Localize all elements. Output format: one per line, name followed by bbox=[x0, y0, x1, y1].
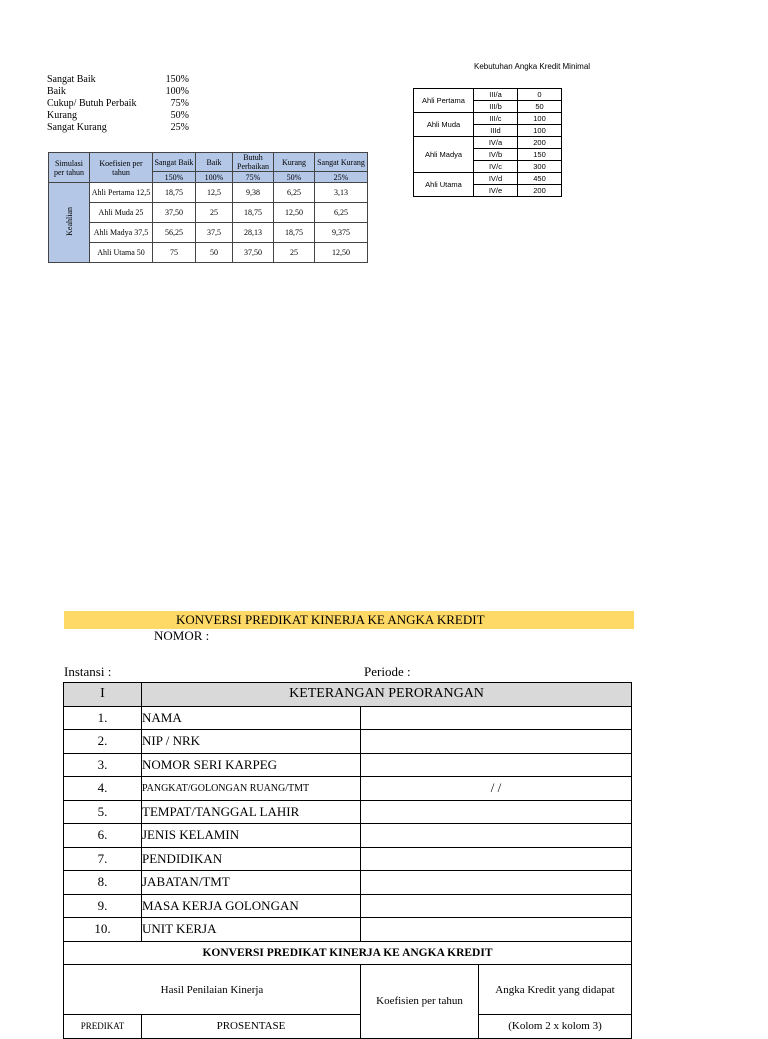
sim-row-label: Ahli Muda 25 bbox=[90, 203, 153, 223]
row-number: 3. bbox=[64, 753, 142, 777]
form-row bbox=[64, 753, 632, 777]
row-number: 4. bbox=[64, 777, 142, 801]
keb-val: 200 bbox=[518, 185, 562, 197]
row-value-field[interactable] bbox=[361, 847, 632, 871]
row-label: JABATAN/TMT bbox=[142, 871, 361, 895]
keb-val: 150 bbox=[518, 149, 562, 161]
kolom-header: (Kolom 2 x kolom 3) bbox=[479, 1015, 632, 1039]
sim-header-simulasi: Simulasi per tahun bbox=[49, 153, 90, 183]
predicate-value: 25% bbox=[170, 122, 189, 133]
row-label: MASA KERJA GOLONGAN bbox=[142, 894, 361, 918]
row-number: 9. bbox=[64, 894, 142, 918]
row-value-field[interactable] bbox=[361, 894, 632, 918]
predicate-list bbox=[47, 74, 189, 134]
sim-pct-0: 150% bbox=[153, 172, 196, 183]
row-value-field[interactable] bbox=[361, 918, 632, 942]
kebutuhan-table bbox=[413, 88, 562, 197]
nomor-label: NOMOR : bbox=[154, 628, 210, 643]
keb-group: Ahli Madya bbox=[414, 137, 474, 173]
keb-val: 200 bbox=[518, 137, 562, 149]
row-label: NAMA bbox=[142, 706, 361, 730]
koef-header: Koefisien per tahun bbox=[361, 965, 479, 1039]
row-value-field[interactable] bbox=[361, 800, 632, 824]
keb-val: 0 bbox=[518, 89, 562, 101]
predicate-value: 100% bbox=[165, 86, 189, 97]
keb-gol: IIId bbox=[474, 125, 518, 137]
form-row bbox=[64, 800, 632, 824]
form-row bbox=[64, 777, 632, 801]
sim-cell: 9,375 bbox=[315, 223, 368, 243]
personal-info-table bbox=[63, 682, 632, 1039]
sim-cell: 6,25 bbox=[274, 183, 315, 203]
row-number: 2. bbox=[64, 730, 142, 754]
predicate-label: Sangat Kurang bbox=[47, 122, 107, 133]
form-row bbox=[64, 824, 632, 848]
sim-cell: 25 bbox=[274, 243, 315, 263]
section-title: KETERANGAN PERORANGAN bbox=[142, 683, 632, 707]
sim-cell: 6,25 bbox=[315, 203, 368, 223]
row-label: PANGKAT/GOLONGAN RUANG/TMT bbox=[142, 777, 361, 801]
predicate-label: Sangat Baik bbox=[47, 74, 96, 85]
angka-header: Angka Kredit yang didapat bbox=[479, 965, 632, 1015]
predikat-header: PREDIKAT bbox=[64, 1015, 142, 1039]
sim-cell: 56,25 bbox=[153, 223, 196, 243]
row-value-field[interactable] bbox=[361, 753, 632, 777]
keb-gol: IV/b bbox=[474, 149, 518, 161]
predicate-row bbox=[47, 74, 189, 86]
hasil-header: Hasil Penilaian Kinerja bbox=[64, 965, 361, 1015]
prosentase-header: PROSENTASE bbox=[142, 1015, 361, 1039]
row-label: PENDIDIKAN bbox=[142, 847, 361, 871]
keb-group: Ahli Muda bbox=[414, 113, 474, 137]
sim-cell: 3,13 bbox=[315, 183, 368, 203]
sim-cell: 12,50 bbox=[315, 243, 368, 263]
simulation-table bbox=[48, 152, 368, 263]
row-label: NIP / NRK bbox=[142, 730, 361, 754]
form-banner: KONVERSI PREDIKAT KINERJA KE ANGKA KREDIT bbox=[64, 611, 634, 629]
predicate-label: Baik bbox=[47, 86, 66, 97]
konversi-title: KONVERSI PREDIKAT KINERJA KE ANGKA KREDIT bbox=[64, 941, 632, 965]
sim-pct-3: 50% bbox=[274, 172, 315, 183]
sim-pct-4: 25% bbox=[315, 172, 368, 183]
keb-gol: IV/e bbox=[474, 185, 518, 197]
sim-col-4: Sangat Kurang bbox=[315, 153, 368, 172]
instansi-label: Instansi : bbox=[64, 664, 112, 679]
row-number: 6. bbox=[64, 824, 142, 848]
sim-row-label: Ahli Madya 37,5 bbox=[90, 223, 153, 243]
predicate-value: 75% bbox=[170, 98, 189, 109]
predicate-row bbox=[47, 98, 189, 110]
sim-cell: 25 bbox=[196, 203, 233, 223]
form-row bbox=[64, 894, 632, 918]
keb-gol: III/a bbox=[474, 89, 518, 101]
keb-gol: III/b bbox=[474, 101, 518, 113]
sim-cell: 12,5 bbox=[196, 183, 233, 203]
form-row bbox=[64, 730, 632, 754]
keb-val: 100 bbox=[518, 125, 562, 137]
sim-col-2: Butuh Perbaikan bbox=[233, 153, 274, 172]
section-number: I bbox=[64, 683, 142, 707]
sim-pct-2: 75% bbox=[233, 172, 274, 183]
periode-label: Periode : bbox=[364, 664, 411, 679]
sim-cell: 18,75 bbox=[274, 223, 315, 243]
keb-val: 450 bbox=[518, 173, 562, 185]
predicate-label: Cukup/ Butuh Perbaik bbox=[47, 98, 137, 109]
kebutuhan-title: Kebutuhan Angka Kredit Minimal bbox=[474, 62, 591, 71]
sim-cell: 75 bbox=[153, 243, 196, 263]
keb-val: 100 bbox=[518, 113, 562, 125]
sim-cell: 37,50 bbox=[153, 203, 196, 223]
predicate-value: 150% bbox=[165, 74, 189, 85]
sim-row-label: Ahli Utama 50 bbox=[90, 243, 153, 263]
predicate-value: 50% bbox=[170, 110, 189, 121]
row-label: JENIS KELAMIN bbox=[142, 824, 361, 848]
predicate-row bbox=[47, 122, 189, 134]
keb-group: Ahli Utama bbox=[414, 173, 474, 197]
predicate-label: Kurang bbox=[47, 110, 77, 121]
form-row bbox=[64, 706, 632, 730]
sim-cell: 37,5 bbox=[196, 223, 233, 243]
sim-cell: 50 bbox=[196, 243, 233, 263]
row-label: NOMOR SERI KARPEG bbox=[142, 753, 361, 777]
row-number: 5. bbox=[64, 800, 142, 824]
keb-val: 50 bbox=[518, 101, 562, 113]
sim-col-0: Sangat Baik bbox=[153, 153, 196, 172]
sim-cell: 9,38 bbox=[233, 183, 274, 203]
keb-gol: IV/a bbox=[474, 137, 518, 149]
sim-cell: 12,50 bbox=[274, 203, 315, 223]
keb-group: Ahli Pertama bbox=[414, 89, 474, 113]
sim-cell: 28,13 bbox=[233, 223, 274, 243]
form-row bbox=[64, 871, 632, 895]
row-label: UNIT KERJA bbox=[142, 918, 361, 942]
row-value-field[interactable] bbox=[361, 706, 632, 730]
sim-cell: 18,75 bbox=[233, 203, 274, 223]
sim-header-koefisien: Koefisien per tahun bbox=[90, 153, 153, 183]
row-number: 10. bbox=[64, 918, 142, 942]
form-row bbox=[64, 918, 632, 942]
predicate-row bbox=[47, 86, 189, 98]
row-label: TEMPAT/TANGGAL LAHIR bbox=[142, 800, 361, 824]
sim-cell: 18,75 bbox=[153, 183, 196, 203]
keb-gol: IV/d bbox=[474, 173, 518, 185]
sim-cell: 37,50 bbox=[233, 243, 274, 263]
sim-col-1: Baik bbox=[196, 153, 233, 172]
row-number: 7. bbox=[64, 847, 142, 871]
sim-col-3: Kurang bbox=[274, 153, 315, 172]
row-value-field[interactable] bbox=[361, 871, 632, 895]
keb-gol: III/c bbox=[474, 113, 518, 125]
sim-side-label: Keahlian bbox=[49, 183, 90, 263]
sim-row-label: Ahli Pertama 12,5 bbox=[90, 183, 153, 203]
row-number: 1. bbox=[64, 706, 142, 730]
row-value-field[interactable] bbox=[361, 824, 632, 848]
keb-gol: IV/c bbox=[474, 161, 518, 173]
keb-val: 300 bbox=[518, 161, 562, 173]
row-value-field[interactable]: / / bbox=[361, 777, 632, 801]
row-value-field[interactable] bbox=[361, 730, 632, 754]
sim-pct-1: 100% bbox=[196, 172, 233, 183]
form-row bbox=[64, 847, 632, 871]
predicate-row bbox=[47, 110, 189, 122]
row-number: 8. bbox=[64, 871, 142, 895]
